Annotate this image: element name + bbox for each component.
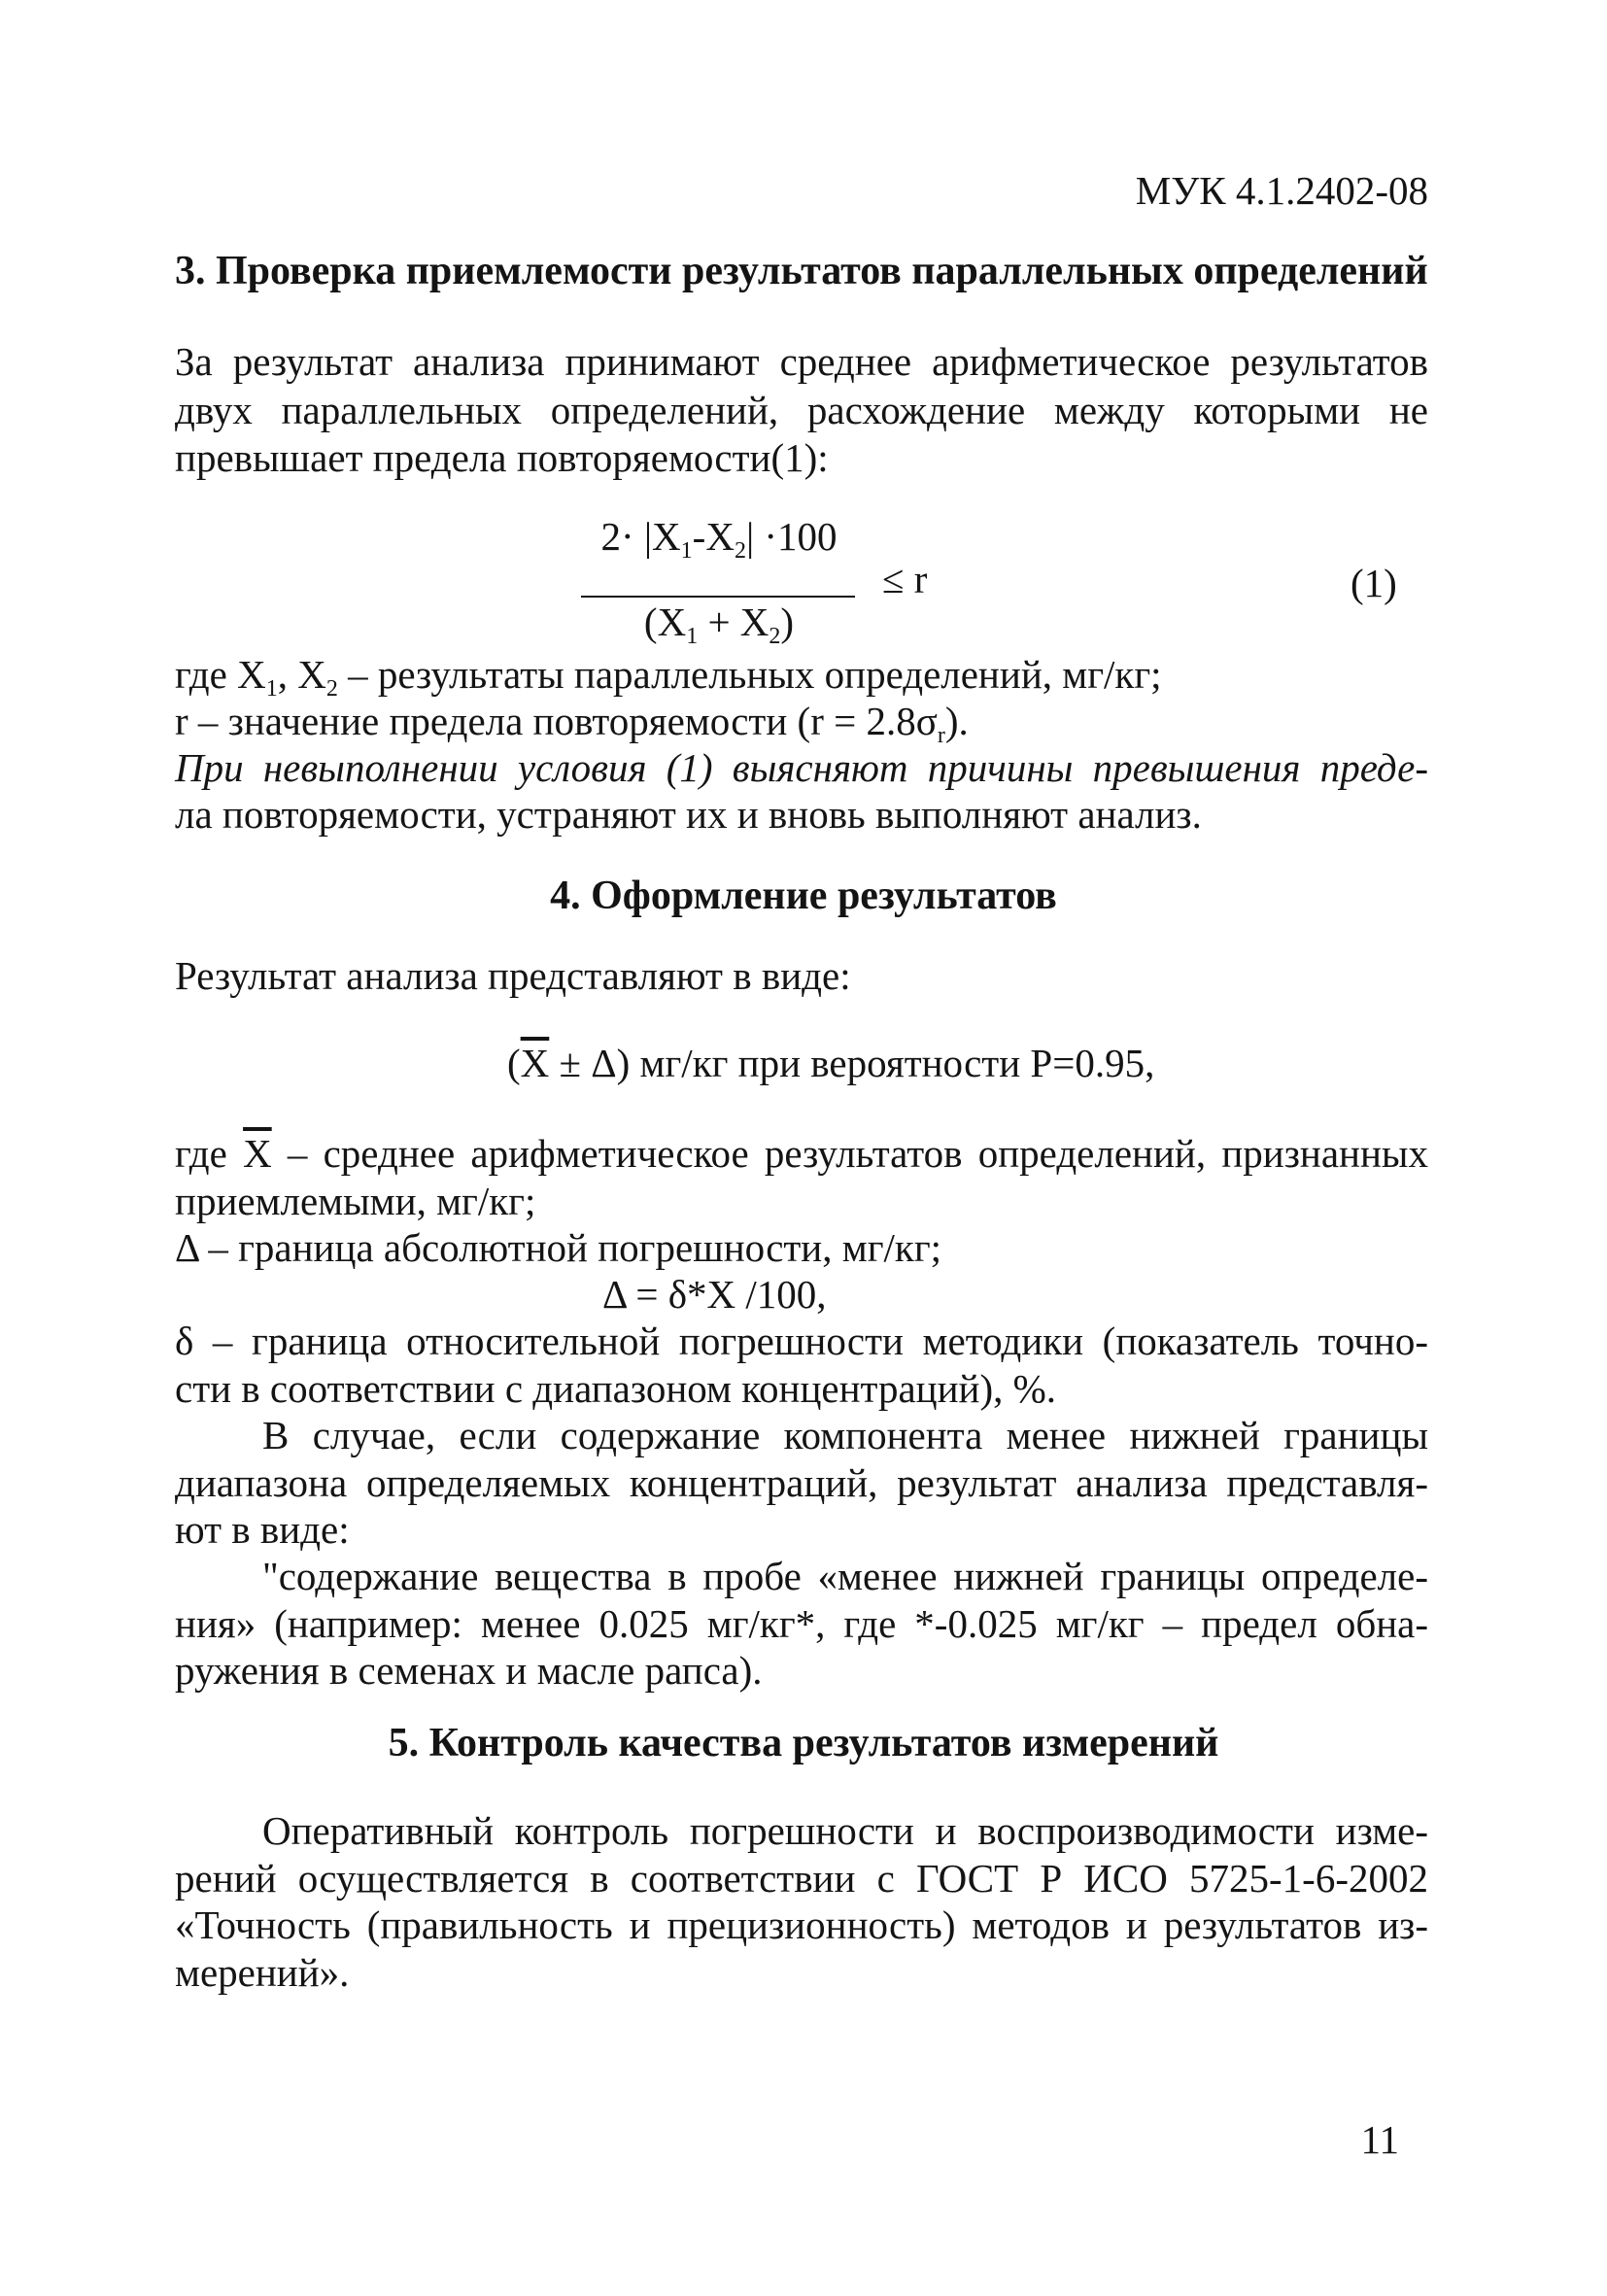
section-4-intro: Результат анализа представляют в виде: bbox=[175, 953, 851, 998]
small-delta-line-2: сти в соответствии с диапазоном концентраций), %. bbox=[175, 1366, 1057, 1411]
note-line-1: При невыполнении условия (1) выясняют причины превышения преде- bbox=[175, 745, 1428, 790]
formula-1-relation: ≤ r bbox=[882, 557, 928, 601]
delta-formula: Δ = δ*X /100, bbox=[602, 1272, 827, 1317]
case-line-2: диапазона определяемых концентраций, результат анализа представля- bbox=[175, 1460, 1428, 1505]
section-3-intro-line-1: За результат анализа принимают среднее арифметическое результатов bbox=[175, 339, 1428, 384]
section-5-line-4: мерений». bbox=[175, 1950, 350, 1995]
where-x1-x2-line: где $X_1$, $X_2$ – результаты параллельных определений, мг/кг; bbox=[175, 652, 1162, 702]
quote-line-3: ружения в семенах и масле рапса). bbox=[175, 1648, 763, 1693]
section-3-intro-line-2: двух параллельных определений, расхождение между которыми не bbox=[175, 388, 1428, 432]
quote-line-1: "содержание вещества в пробе «менее нижней границы определе- bbox=[262, 1554, 1428, 1598]
formula-1 bbox=[0, 505, 1607, 651]
section-5-title: 5. Контроль качества результатов измерений bbox=[388, 1721, 1219, 1765]
case-line-3: ют в виде: bbox=[175, 1507, 350, 1552]
page-number: 11 bbox=[1360, 2117, 1399, 2162]
where-r-line: r – значение предела повторяемости $(r = 2.8\sigma_r)$. bbox=[175, 699, 969, 748]
small-delta-line-1: δ – граница относительной погрешности методики (показатель точно- bbox=[175, 1319, 1428, 1363]
quote-line-2: ния» (например: менее 0.025 мг/кг*, где *-0.025 мг/кг – предел обна- bbox=[175, 1601, 1428, 1646]
section-5-line-3: «Точность (правильность и прецизионность) методов и результатов из- bbox=[175, 1902, 1428, 1947]
section-4-title: 4. Оформление результатов bbox=[550, 874, 1057, 918]
where-x-line-1: где $\overline{X}$ – среднее арифметическое результатов определений, признанных bbox=[175, 1131, 1428, 1176]
note-line-2: ла повторяемости, устраняют их и вновь выполняют анализ. bbox=[175, 792, 1202, 837]
where-x-line-2: приемлемыми, мг/кг; bbox=[175, 1179, 536, 1223]
section-3-intro-line-3: превышает предела повторяемости(1): bbox=[175, 435, 829, 480]
formula-1-numerator: $2\cdot |X_1-X_2| \cdot 100$ bbox=[600, 514, 838, 564]
section-5-line-1: Оперативный контроль погрешности и воспроизводимости изме- bbox=[262, 1808, 1428, 1853]
x-bar-symbol: $\overline{X}$ bbox=[520, 1041, 550, 1085]
result-formula: $(\overline{X} \pm \Delta)$ мг/кг при вероятности Р=0.95, bbox=[507, 1041, 1155, 1085]
formula-1-denominator: $(X_1 + X_2)$ bbox=[643, 600, 795, 649]
section-5-line-2: рений осуществляется в соответствии с ГОСТ Р ИСО 5725-1-6-2002 bbox=[175, 1856, 1428, 1901]
delta-definition: Δ – граница абсолютной погрешности, мг/кг; bbox=[175, 1225, 942, 1270]
case-line-1: В случае, если содержание компонента менее нижней границы bbox=[262, 1413, 1428, 1457]
formula-1-number: (1) bbox=[1351, 561, 1397, 605]
section-3-title: 3. Проверка приемлемости результатов параллельных определений bbox=[175, 249, 1428, 293]
x-bar-symbol: $\overline{X}$ bbox=[243, 1131, 272, 1176]
document-code: МУК 4.1.2402-08 bbox=[1135, 168, 1428, 213]
fraction-bar bbox=[581, 596, 855, 598]
